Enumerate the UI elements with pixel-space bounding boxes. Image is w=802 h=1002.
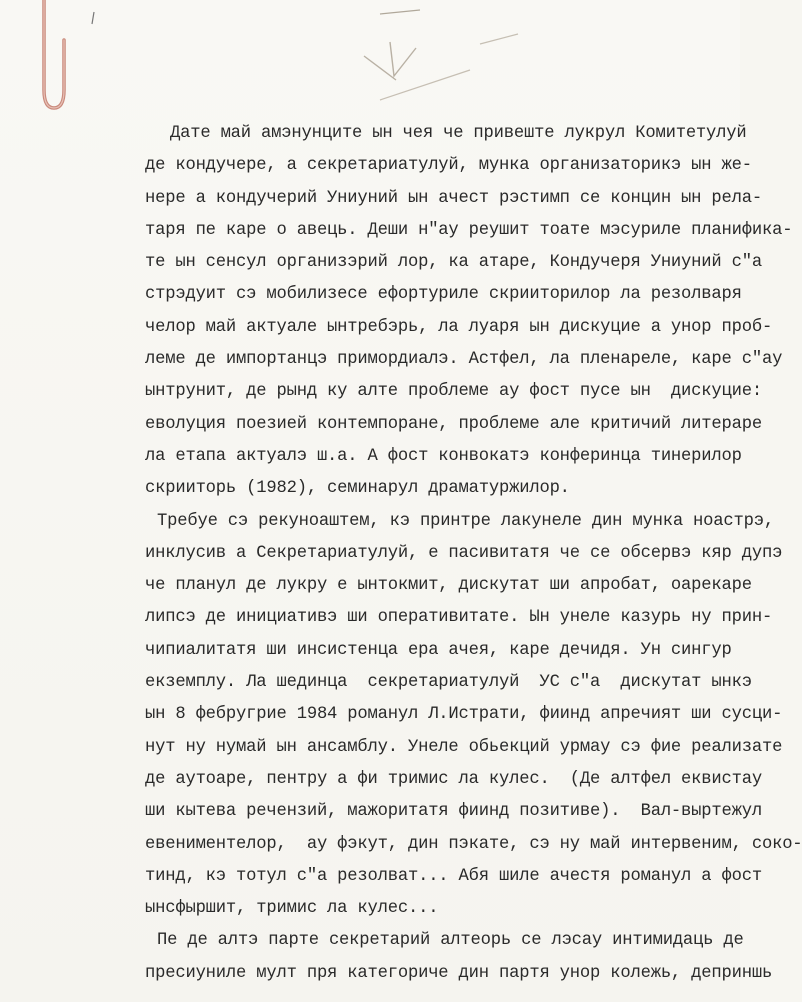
text-line: де аутоаре, пентру а фи тримис ла кулес. (Де алтфел еквистау (145, 769, 762, 789)
text-line: че планул де лукру е ынтокмит, дискутат ши апробат, оарекаре (145, 576, 752, 596)
text-line: ынсфыршит, тримис ла кулес... (145, 899, 439, 919)
text-line: тинд, кэ тотул с"а резолват... Абя шиле ачестя романул а фост (145, 866, 762, 886)
text-line: де кондучере, а секретариатулуй, мунка организаторикэ ын же- (145, 156, 752, 176)
typed-text-body (145, 118, 802, 990)
text-line: таря пе каре о авець. Деши н"ау реушит тоате мэсуриле планифика- (145, 220, 793, 240)
handwritten-pencil-mark (350, 0, 530, 110)
text-line: Пе де алтэ парте секретарий алтеорь се лэсау интимидаць де (157, 931, 744, 951)
text-line: Дате май амэнунците ын чея че привеште лукрул Комитетулуй (170, 124, 747, 143)
text-line: те ын сенсул организэрий лор, ка атаре, Кондучеря Униуний с"а (145, 253, 762, 273)
text-line: скрииторь (1982), семинарул драматуржилор. (145, 479, 570, 499)
text-line: нере а кондучерий Униуний ын ачест рэстимп се концин ын рела- (145, 188, 762, 208)
text-line: екземплу. Ла шединца секретариатулуй УС с"а дискутат ынкэ (145, 673, 752, 693)
text-line: ынтрунит, де рынд ку алте проблеме ау фост пусе ын дискуцие: (145, 382, 762, 402)
text-line: челор май актуале ынтребэрь, ла луаря ын дискуцие а унор проб- (145, 317, 773, 337)
paragraph-3 (145, 925, 773, 990)
text-line: стрэдуит сэ мобилизесе ефортуриле скрииторилор ла резолваря (145, 285, 742, 305)
paragraph-1 (145, 118, 793, 506)
text-line: инклусив а Секретариатулуй, е пасивитатя че се обсервэ кяр дупэ (145, 543, 783, 563)
text-line: ши кытева речензий, мажоритатя фиинд позитиве). Вал-выртежул (145, 802, 762, 822)
text-line: липсэ де инициативэ ши оперативитате. Ын унеле казурь ну прин- (145, 608, 773, 628)
text-line: леме де импортанцэ примордиалэ. Астфел, ла пленареле, каре с"ау (145, 350, 783, 370)
pencil-tick-mark (88, 10, 98, 26)
text-line: ын 8 фебругрие 1984 романул Л.Истрати, фиинд апречият ши сусци- (145, 705, 783, 725)
text-line: ла етапа актуалэ ш.а. А фост конвокатэ конферинца тинерилор (145, 446, 742, 466)
paper-clip-icon (30, 0, 70, 120)
text-line: евениментелор, ау фэкут, дин пэкате, сэ ну май интервеним, соко- (145, 834, 802, 854)
text-line: чипиалитатя ши инсистенца ера ачея, каре дечидя. Ун сингур (145, 640, 732, 660)
text-line: Требуе сэ рекуноаштем, кэ принтре лакунеле дин мунка ноастрэ, (157, 511, 774, 531)
text-line: нут ну нумай ын ансамблу. Унеле обьекций урмау сэ фие реализате (145, 737, 783, 757)
paragraph-2 (145, 506, 802, 926)
text-line: еволуция поезией контемпоране, проблеме але критичий литераре (145, 414, 762, 434)
text-line: пресиуниле мулт пря категориче дин партя унор колежь, деприншь (145, 963, 773, 983)
